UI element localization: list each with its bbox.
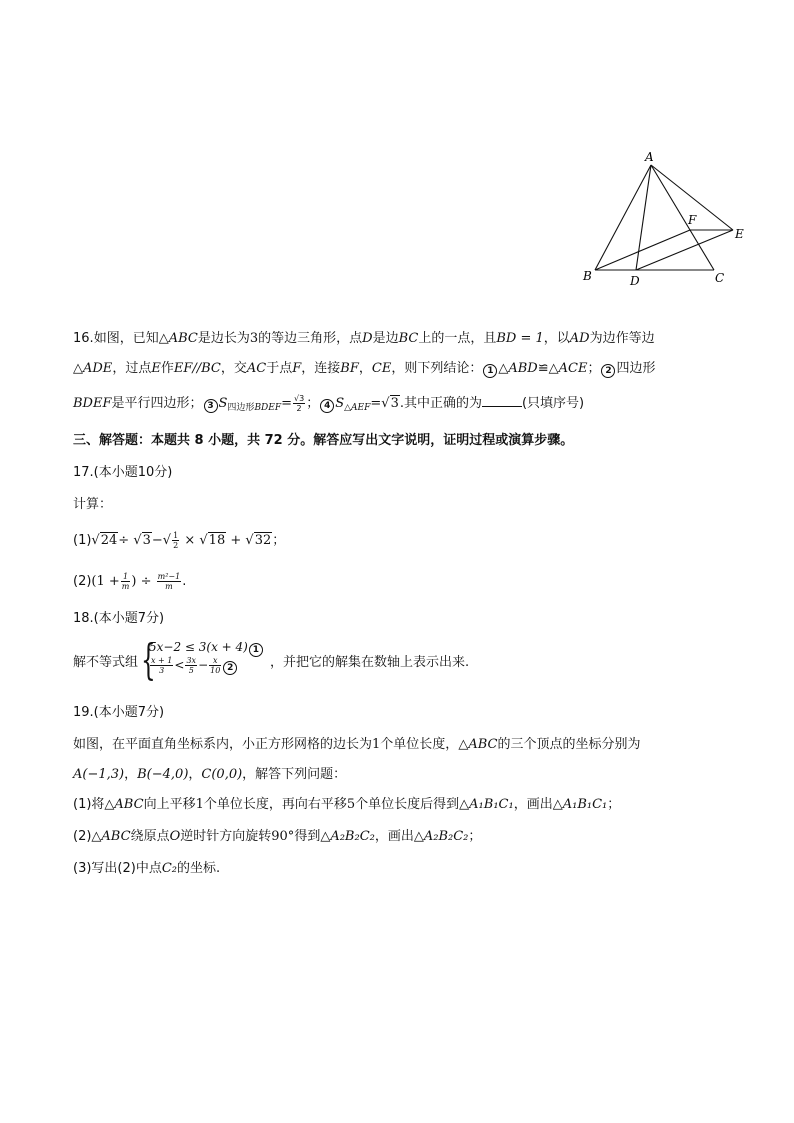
q19-line-2: A(−1,3)，B(−4,0)，C(0,0)，解答下列问题： <box>73 767 347 782</box>
triangle-figure <box>575 145 760 290</box>
circled-number-4: 4 <box>320 399 334 413</box>
label-A: A <box>645 150 654 164</box>
segment-BF <box>595 230 690 270</box>
q16-line-3: BDEF是平行四边形； 3 $S_{四边形BDEF}=$ $\frac{√3}{2}$ ； 4 $S_{\triangle AEF}=√3$.其中正确的为 (只填序号) <box>73 394 585 413</box>
label-E: E <box>735 227 744 241</box>
section-3-heading: 三、解答题：本题共 8 小题，共 72 分。解答应写出文字说明，证明过程或演算步骤。 <box>73 433 574 448</box>
q16-line-1: 16.如图，已知△ABC是边长为3的等边三角形，点D是边BC上的一点，且BD = 1，以AD为边作等边 <box>73 331 655 346</box>
q17-title: 17.(本小题10分) <box>73 465 173 480</box>
fraction-one-half: $\frac{1}{2}$ <box>173 531 179 550</box>
fraction-m2-minus-1-over-m: $\frac{\text{m²−1}}{m}$ <box>157 572 181 591</box>
left-brace: { <box>141 635 156 684</box>
segment-AD <box>636 165 651 270</box>
q19-part-2: (2)△ABC绕原点O逆时针方向旋转90°得到△A₂B₂C₂，画出△A₂B₂C₂； <box>73 829 482 844</box>
q17-part-1: (1)√24÷ √3−√ $\frac{1}{2}$ × √18 + √32； <box>73 531 286 550</box>
label-D: D <box>630 274 640 288</box>
circled-number-1: 1 <box>483 364 497 378</box>
label-F: F <box>688 213 697 227</box>
inequality-system <box>141 635 281 684</box>
inequality-row-1: 5x−2 ≤ 3(x + 4) 1 <box>149 640 264 657</box>
circled-number-2: 2 <box>601 364 615 378</box>
circled-number-3: 3 <box>204 399 218 413</box>
segment-DE <box>636 230 733 270</box>
sqrt-3: √3 <box>381 396 399 411</box>
q19-title: 19.(本小题7分) <box>73 705 165 720</box>
q19-part-3: (3)写出(2)中点C₂的坐标. <box>73 861 221 876</box>
q17-intro: 计算： <box>73 497 113 512</box>
fraction-1-over-m: $\frac{1}{m}$ <box>121 572 130 591</box>
label-C: C <box>715 271 725 285</box>
fraction-sqrt3-over-2: $\frac{√3}{2}$ <box>294 394 305 413</box>
q16-line-2: △ADE，过点E作EF//BC，交AC于点F，连接BF，CE，则下列结论： 1 △ABD≌△ACE； 2 四边形 <box>73 361 656 376</box>
segment-AB <box>595 165 651 270</box>
q19-line-1: 如图，在平面直角坐标系内，小正方形网格的边长为1个单位长度，△ABC的三个顶点的坐标分别为 <box>73 737 641 752</box>
q18-lead: 解不等式组 <box>73 655 139 670</box>
q17-part-2: (2)(1 + $\frac{1}{m}$ ) ÷ $\frac{\text{m²−1}}{m}$ . <box>73 572 187 591</box>
q18-title: 18.(本小题7分) <box>73 611 165 626</box>
inequality-row-2: $\frac{x + 1}{3}$ < $\frac{3x}{5}$ − $\frac{x}{10}$ 2 <box>149 656 238 675</box>
circled-number-2: 2 <box>223 661 237 675</box>
segment-AC <box>651 165 714 270</box>
label-B: B <box>583 269 592 283</box>
answer-blank[interactable] <box>482 394 522 407</box>
circled-number-1: 1 <box>249 643 263 657</box>
q18-tail: ，并把它的解集在数轴上表示出来. <box>270 655 470 670</box>
q19-part-1: (1)将△ABC向上平移1个单位长度，再向右平移5个单位长度后得到△A₁B₁C₁，画出△A₁B₁C₁； <box>73 797 621 812</box>
